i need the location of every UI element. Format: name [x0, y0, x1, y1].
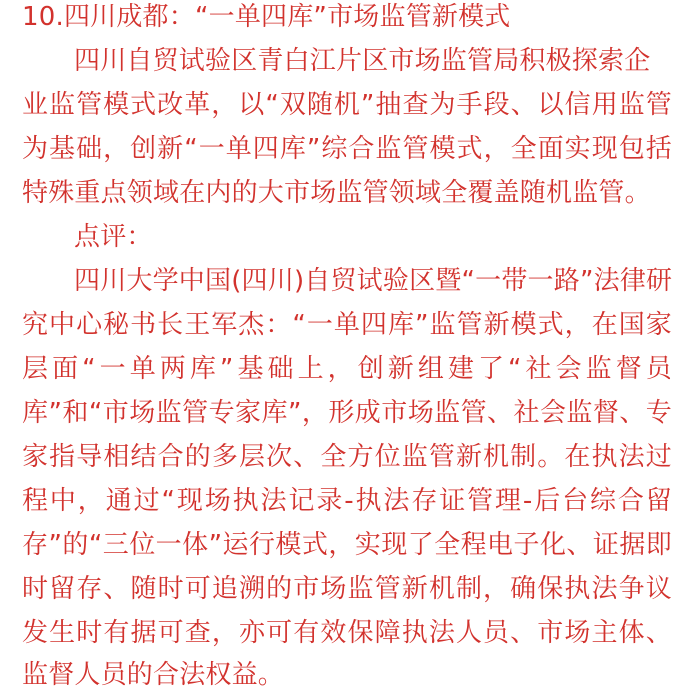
paragraph-2-line-1: 四川大学中国(四川)自贸试验区暨“一带一路”法律研	[74, 266, 673, 296]
document-title: 10.四川成都：“一单四库”市场监管新模式	[22, 2, 511, 32]
comment-label: 点评：	[74, 222, 153, 252]
paragraph-2-line-9: 发生时有据可查，亦可有效保障执法人员、市场主体、	[22, 618, 672, 648]
paragraph-1-line-1: 四川自贸试验区青白江片区市场监管局积极探索企	[74, 46, 651, 76]
paragraph-2-line-7: 存”的“三位一体”运行模式，实现了全程电子化、证据即	[22, 530, 672, 560]
paragraph-2-line-4: 库”和“市场监管专家库”，形成市场监管、社会监督、专	[22, 398, 672, 428]
paragraph-1-line-2: 业监管模式改革，以“双随机”抽查为手段、以信用监管	[22, 90, 672, 120]
paragraph-2-line-6: 程中，通过“现场执法记录-执法存证管理-后台综合留	[22, 486, 672, 516]
paragraph-1-line-3: 为基础，创新“一单四库”综合监管模式，全面实现包括	[22, 134, 672, 164]
paragraph-2-line-8: 时留存、随时可追溯的市场监管新机制，确保执法争议	[22, 574, 672, 604]
paragraph-1-line-4: 特殊重点领域在内的大市场监管领域全覆盖随机监管。	[22, 178, 651, 208]
paragraph-2-line-10: 监督人员的合法权益。	[22, 660, 285, 690]
paragraph-2-line-3: 层面“一单两库”基础上，创新组建了“社会监督员	[22, 354, 672, 384]
paragraph-2-line-5: 家指导相结合的多层次、全方位监管新机制。在执法过	[22, 442, 672, 472]
paragraph-2-line-2: 究中心秘书长王军杰：“一单四库”监管新模式，在国家	[22, 310, 672, 340]
